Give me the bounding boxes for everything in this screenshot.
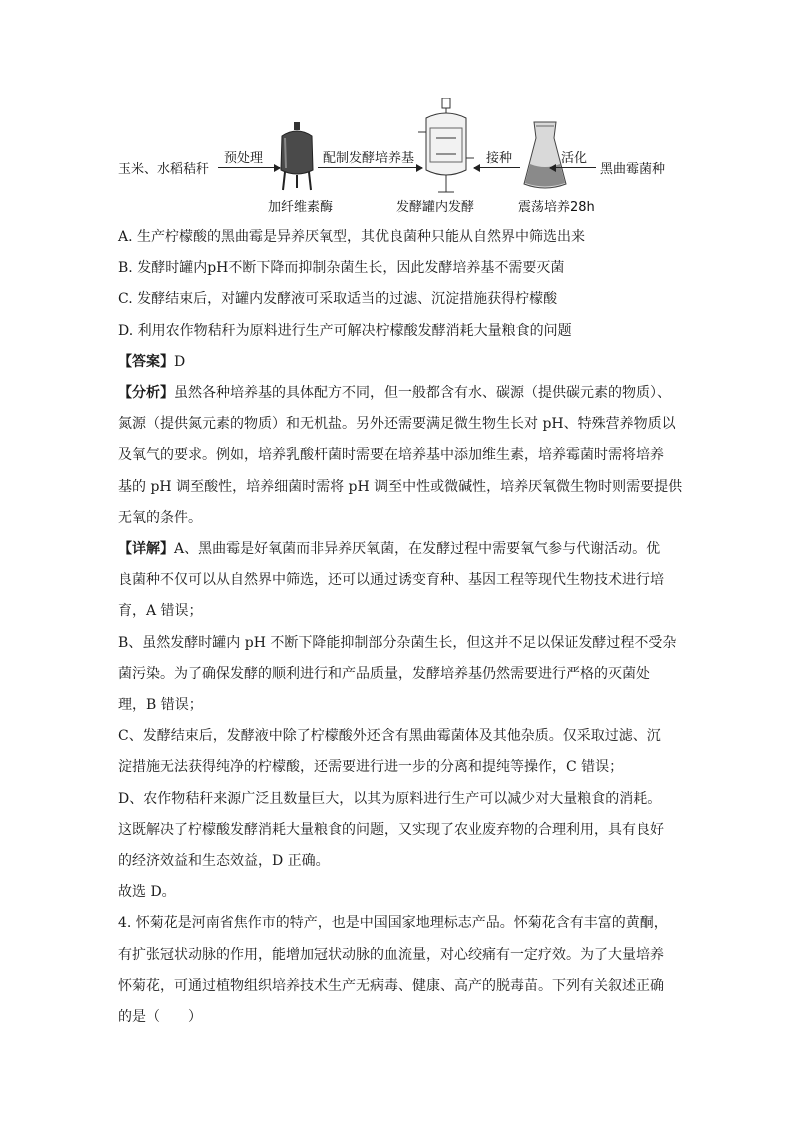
analysis-line: 基的 pH 调至酸性，培养细菌时需将 pH 调至中性或微碱性，培养厌氧微生物时则需要提供: [118, 478, 683, 495]
question-4-line: 怀菊花，可通过植物组织培养技术生产无病毒、健康、高产的脱毒苗。下列有关叙述正确: [118, 977, 664, 994]
fermenter-label: 发酵罐内发酵: [396, 200, 475, 215]
enzyme-label: 加纤维素酶: [268, 200, 334, 215]
activate-arrow: [550, 167, 596, 168]
medium-arrow: [318, 167, 422, 168]
detail-line: 菌污染。为了确保发酵的顺利进行和产品质量，发酵培养基仍然需要进行严格的灭菌处: [118, 665, 650, 682]
detail-line: B、虽然发酵时罐内 pH 不断下降能抑制部分杂菌生长，但这并不足以保证发酵过程不受杂: [118, 634, 677, 651]
detail-line: [118, 534, 678, 565]
analysis-tag: 【分析】: [118, 385, 174, 402]
option-c: C. 发酵结束后，对罐内发酵液可采取适当的过滤、沉淀措施获得柠檬酸: [118, 291, 558, 308]
analysis-text: 虽然各种培养基的具体配方不同，但一般都含有水、碳源（提供碳元素的物质）、: [174, 385, 671, 402]
pretreat-arrow: [218, 167, 280, 168]
detail-line: 淀措施无法获得纯净的柠檬酸，还需要进行进一步的分离和提纯等操作，C 错误；: [118, 759, 624, 776]
detail-line: 的经济效益和生态效益，D 正确。: [118, 853, 330, 870]
analysis-line: [118, 378, 678, 409]
raw-material-label: 玉米、水稻秸秆: [118, 162, 210, 177]
inoculate-step-label: 接种: [486, 151, 513, 166]
detail-line: 这既解决了柠檬酸发酵消耗大量粮食的问题，又实现了农业废弃物的合理利用，具有良好: [118, 821, 664, 838]
option-a: A. 生产柠檬酸的黑曲霉是异养厌氧型，其优良菌种只能从自然界中筛选出来: [118, 229, 586, 245]
document-body: [118, 222, 683, 1033]
detail-line: C、发酵结束后，发酵液中除了柠檬酸外还含有黑曲霉菌体及其他杂质。仅采取过滤、沉: [118, 728, 661, 745]
answer-tag: 【答案】: [118, 353, 174, 370]
analysis-line: 无氧的条件。: [118, 509, 202, 526]
detail-line: 良菌种不仅可以从自然界中筛选，还可以通过诱变育种、基因工程等现代生物技术进行培: [118, 572, 664, 589]
inoculate-arrow: [474, 167, 520, 168]
fermenter-icon: [416, 98, 476, 198]
activate-step-label: 活化: [561, 151, 588, 166]
question-4-line: 4. 怀菊花是河南省焦作市的特产，也是中国国家地理标志产品。怀菊花含有丰富的黄酮，: [118, 915, 668, 932]
enzyme-tank-icon: [276, 122, 318, 192]
detail-line: 育，A 错误；: [118, 603, 203, 620]
shake-culture-label: 震荡培养28h: [518, 200, 595, 215]
conclusion-line: 故选 D。: [118, 884, 176, 901]
detail-line: 理，B 错误；: [118, 697, 203, 714]
answer-value: D: [174, 353, 186, 370]
question-4-line: 的是（ ）: [118, 1009, 202, 1026]
pretreat-step-label: 预处理: [224, 151, 264, 166]
detail-tag: 【详解】: [118, 541, 174, 558]
answer-line: [118, 347, 678, 378]
analysis-line: 及氧气的要求。例如，培养乳酸杆菌时需要在培养基中添加维生素，培养霉菌时需将培养: [118, 447, 664, 464]
process-diagram: [118, 92, 678, 220]
detail-line: D、农作物秸秆来源广泛且数量巨大，以其为原料进行生产可以减少对大量粮食的消耗。: [118, 790, 662, 807]
option-b: B. 发酵时罐内pH不断下降而抑制杂菌生长，因此发酵培养基不需要灭菌: [118, 260, 565, 277]
strain-label: 黑曲霉菌种: [600, 162, 666, 177]
question-4-line: 有扩张冠状动脉的作用，能增加冠状动脉的血流量，对心绞痛有一定疗效。为了大量培养: [118, 946, 664, 963]
option-d: D. 利用农作物秸秆为原料进行生产可解决柠檬酸发酵消耗大量粮食的问题: [118, 322, 572, 339]
medium-step-label: 配制发酵培养基: [323, 151, 415, 166]
detail-text: A、黑曲霉是好氧菌而非异养厌氧菌，在发酵过程中需要氧气参与代谢活动。优: [174, 541, 661, 558]
analysis-line: 氮源（提供氮元素的物质）和无机盐。另外还需要满足微生物生长对 pH、特殊营养物质以: [118, 416, 676, 433]
